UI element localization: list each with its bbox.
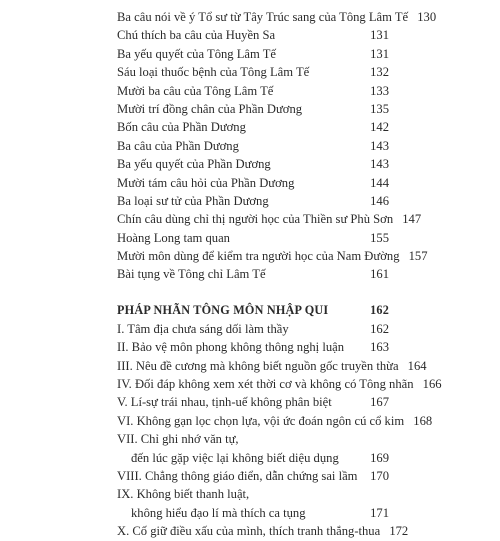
toc-entry-page: 142 <box>370 120 389 135</box>
toc-entry <box>117 375 442 393</box>
toc-entry-page: 172 <box>389 524 409 539</box>
toc-entry-page: 144 <box>370 175 389 190</box>
toc-entry-title: X. Cố giữ điều xấu của mình, thích tranh thắng-thua <box>117 524 381 539</box>
toc-entry <box>117 412 433 430</box>
toc-entry-page: 161 <box>370 267 389 282</box>
toc-entry-title: III. Nêu đề cương mà không biết nguồn gốc truyền thừa <box>117 358 399 373</box>
toc-entry-page: 135 <box>370 101 389 116</box>
toc-entry <box>117 393 389 411</box>
toc-entry-title: Chú thích ba câu của Huyền Sa <box>117 28 276 43</box>
toc-entry-title: đến lúc gặp việc lại không biết diệu dụng <box>131 450 339 465</box>
toc-entry-title: Ba loại sư tử của Phần Dương <box>117 193 269 208</box>
toc-entry-title: Ba yếu quyết của Tông Lâm Tế <box>117 46 277 61</box>
toc-entry <box>117 430 389 448</box>
toc-entry-page: 169 <box>370 450 389 465</box>
toc-entry-page: 143 <box>370 157 389 172</box>
toc-entry <box>117 504 389 522</box>
section-heading-title: PHÁP NHÃN TÔNG MÔN NHẬP QUI <box>117 302 329 317</box>
toc-entry-page: 133 <box>370 83 389 98</box>
toc-entry-page: 171 <box>370 505 389 520</box>
toc-entry-title: Sáu loại thuốc bệnh của Tông Lâm Tế <box>117 65 310 80</box>
toc-entry <box>117 467 389 485</box>
toc-entry-title: I. Tâm địa chưa sáng dối làm thầy <box>117 321 289 336</box>
toc-entry-title: Bài tụng về Tông chỉ Lâm Tế <box>117 267 266 282</box>
toc-entry-page: 167 <box>370 395 389 410</box>
section-heading <box>117 300 389 320</box>
toc-entry-title: không hiểu đạo lí mà thích ca tụng <box>131 505 306 520</box>
toc-entry-title: VII. Chỉ ghi nhớ văn tự, <box>117 432 239 447</box>
toc-entry-title: Ba câu nói về ý Tổ sư từ Tây Trúc sang của Tông Lâm Tế <box>117 10 409 24</box>
toc-entry-title: IV. Đối đáp không xem xét thời cơ và không có Tông nhãn <box>117 377 414 392</box>
toc-entry <box>117 357 427 375</box>
toc-entry <box>117 63 389 81</box>
toc-entry <box>117 137 389 155</box>
toc-entry <box>117 174 389 192</box>
toc-entry-title: Mười ba câu của Tông Lâm Tế <box>117 83 274 98</box>
table-of-contents <box>117 8 442 541</box>
toc-entry-title: Chín câu dùng chỉ thị người học của Thiền sư Phù Sơn <box>117 212 394 227</box>
toc-entry <box>117 192 389 210</box>
toc-entry <box>117 82 389 100</box>
toc-entry-page: 131 <box>370 46 389 61</box>
toc-entry-page: 147 <box>402 212 422 227</box>
section-gap <box>117 284 389 300</box>
toc-entry <box>117 320 389 338</box>
toc-entry-page: 166 <box>422 377 442 392</box>
toc-entry-page: 157 <box>408 249 428 264</box>
toc-entry-page: 132 <box>370 65 389 80</box>
toc-entry <box>117 26 389 44</box>
toc-entry-page: 155 <box>370 230 389 245</box>
toc-entry-title: Mười trí đồng chân của Phần Dương <box>117 101 303 116</box>
toc-entry-page: 163 <box>370 340 389 355</box>
toc-entry-page: 131 <box>370 28 389 43</box>
toc-section-phap-nhan <box>117 320 442 541</box>
toc-entry-page: 164 <box>407 358 427 373</box>
toc-entry-title: VIII. Chẳng thông giáo điển, dẫn chứng sai lầm <box>117 468 358 483</box>
toc-entry-title: Hoàng Long tam quan <box>117 230 230 245</box>
toc-entry-title: Ba yếu quyết của Phần Dương <box>117 157 271 172</box>
toc-entry-page: 130 <box>417 10 437 24</box>
toc-entry <box>117 155 389 173</box>
toc-entry <box>117 522 409 540</box>
toc-entry <box>117 449 389 467</box>
toc-entry-title: Mười môn dùng để kiểm tra người học của Nam Đường <box>117 249 400 264</box>
toc-entry-page: 170 <box>370 468 389 483</box>
toc-entry <box>117 100 389 118</box>
toc-entry <box>117 8 437 26</box>
toc-entry-title: VI. Không gạn lọc chọn lựa, vội ức đoán ngôn cú cổ kim <box>117 413 405 428</box>
toc-entry-page: 162 <box>370 321 389 336</box>
toc-entry <box>117 338 389 356</box>
toc-section-lam-te <box>117 8 437 284</box>
toc-entry-title: II. Bảo vệ môn phong không thông nghị luận <box>117 340 345 355</box>
toc-entry-page: 168 <box>413 413 433 428</box>
toc-entry <box>117 118 389 136</box>
toc-entry-page: 146 <box>370 193 389 208</box>
toc-entry-page: 143 <box>370 138 389 153</box>
toc-entry <box>117 210 422 228</box>
toc-entry <box>117 485 389 503</box>
toc-entry-title: Mười tám câu hỏi của Phần Dương <box>117 175 295 190</box>
toc-entry-title: V. Lí-sự trái nhau, tịnh-uế không phân biệt <box>117 395 332 410</box>
toc-entry-title: Ba câu của Phần Dương <box>117 138 239 153</box>
toc-entry-title: IX. Không biết thanh luật, <box>117 487 250 502</box>
toc-entry <box>117 45 389 63</box>
toc-entry <box>117 247 428 265</box>
toc-entry <box>117 265 389 283</box>
toc-entry-title: Bốn câu của Phần Dương <box>117 120 246 135</box>
section-heading-page: 162 <box>370 302 389 317</box>
toc-entry <box>117 229 389 247</box>
